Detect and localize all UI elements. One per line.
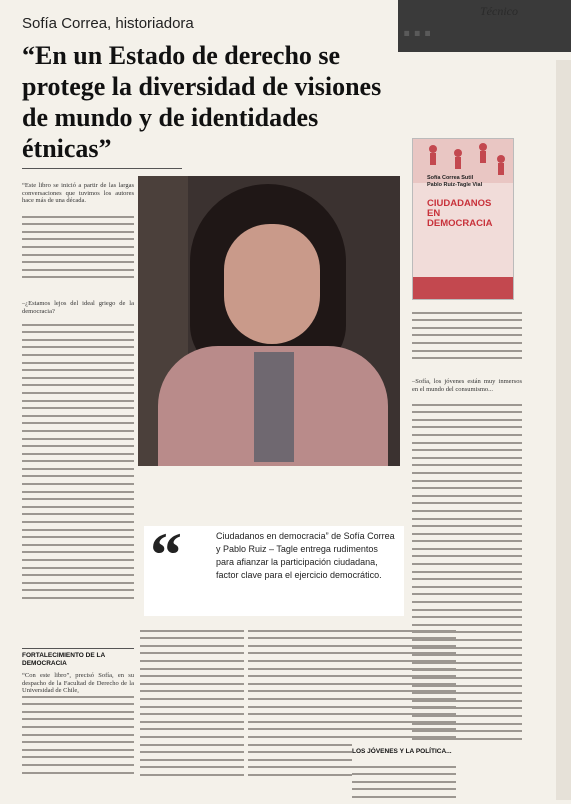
pull-quote-text: Ciudadanos en democracia” de Sofía Correa y Pablo Ruiz – Tagle entrega rudimentos para afianzar la participación ciudadana, factor clave para el ejercicio democrático. [216, 531, 395, 580]
intro-text-lines [22, 210, 134, 284]
book-cover-image [412, 138, 514, 300]
body-text-lines-col4-tail [352, 760, 456, 804]
book-cover-figures-icon [413, 139, 513, 199]
body-text-lines-left [22, 318, 134, 605]
section-heading: FORTALECIMIENTO DE LA DEMOCRACIA [22, 652, 105, 667]
photo-face [224, 224, 320, 344]
body-text-lines-col2 [140, 624, 244, 781]
question-right: –Sofía, los jóvenes están muy inmersos en el mundo del consumismo... [412, 378, 522, 393]
banner-ghost-text: ... [402, 6, 434, 44]
intro-paragraph: “Este libro se inició a partir de las largas conversaciones que tuvimos los autores hace más de una década. [22, 182, 134, 205]
handwritten-mark: Técnico [480, 4, 518, 18]
photo-credits [22, 166, 202, 169]
credits-rule [22, 168, 182, 169]
body-text-lines-right [412, 398, 522, 745]
article-headline: “En un Estado de derecho se protege la diversidad de visiones de mundo y de identidades étnicas” [22, 41, 382, 163]
subsection-heading: LOS JÓVENES Y LA POLÍTICA... [352, 748, 452, 755]
photo-scarf [254, 352, 294, 462]
book-title: CIUDADANOS EN DEMOCRACIA [427, 198, 493, 229]
section-rule [22, 648, 134, 649]
book-cover-bottom [413, 277, 513, 299]
section-paragraph: “Con este libro”, precisó Sofía, en su despacho de la Facultad de Derecho de la Universidad de Chile, [22, 672, 134, 695]
page-edge [556, 60, 571, 800]
quote-mark-icon: “ [150, 519, 182, 590]
pull-quote [144, 519, 404, 616]
body-text-lines-right-top [412, 306, 522, 365]
body-text-lines-col3 [248, 624, 352, 781]
question-1: –¿Estamos lejos del ideal griego de la democracia? [22, 300, 134, 315]
book-authors: Sofía Correa Sutil Pablo Ruiz-Tagle Vial [427, 175, 483, 188]
article-kicker: Sofía Correa, historiadora [22, 15, 194, 32]
body-text-lines-section [22, 690, 134, 779]
portrait-photo [138, 176, 400, 466]
